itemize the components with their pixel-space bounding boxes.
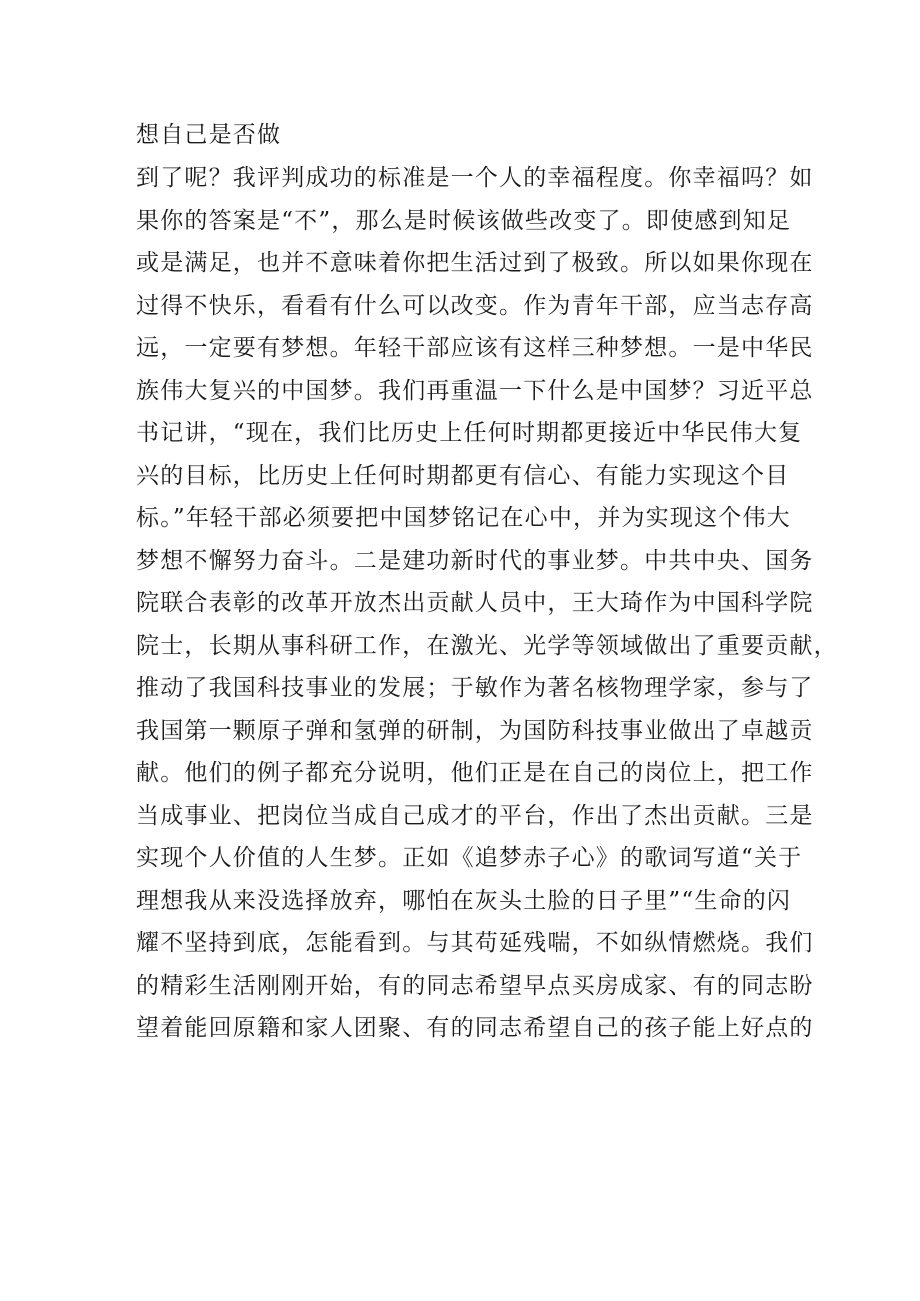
text-line: 理想我从来没选择放弃，哪怕在灰头土脸的日子里”“生命的闪 — [136, 887, 792, 914]
text-line: 到了呢？我评判成功的标准是一个人的幸福程度。你幸福吗？如 — [136, 165, 814, 191]
text-line: 梦想不懈努力奋斗。二是建功新时代的事业梦。中共中央、国务 — [136, 547, 814, 574]
text-line: 耀不坚持到底，怎能看到。与其苟延残喘，不如纵情燃烧。我们 — [136, 930, 814, 956]
text-line: 我国第一颗原子弹和氢弹的研制，为国防科技事业做出了卓越贡 — [136, 717, 814, 744]
text-line: 实现个人价值的人生梦。正如《追梦赤子心》的歌词写道“关于 — [136, 845, 803, 871]
text-line: 院士，长期从事科研工作，在激光、光学等领域做出了重要贡献， — [136, 632, 838, 659]
text-line: 院联合表彰的改革开放杰出贡献人员中，王大琦作为中国科学院 — [136, 590, 814, 616]
text-line: 或是满足，也并不意味着你把生活过到了极致。所以如果你现在 — [136, 250, 814, 276]
text-line: 远，一定要有梦想。年轻干部应该有这样三种梦想。一是中华民 — [136, 335, 814, 361]
text-line: 当成事业、把岗位当成自己成才的平台，作出了杰出贡献。三是 — [136, 802, 814, 829]
text-line: 书记讲，“现在，我们比历史上任何时期都更接近中华民伟大复 — [136, 420, 803, 446]
text-line: 兴的目标，比历史上任何时期都更有信心、有能力实现这个目 — [136, 462, 790, 489]
text-line: 献。他们的例子都充分说明，他们正是在自己的岗位上，把工作 — [136, 760, 814, 786]
body-text — [136, 113, 838, 1050]
text-line: 推动了我国科技事业的发展；于敏作为著名核物理学家，参与了 — [136, 675, 814, 701]
text-line: 族伟大复兴的中国梦。我们再重温一下什么是中国梦？习近平总 — [136, 377, 814, 404]
text-line: 的精彩生活刚刚开始，有的同志希望早点买房成家、有的同志盼 — [136, 972, 814, 999]
text-line: 想自己是否做 — [136, 122, 282, 148]
text-line: 果你的答案是“不”，那么是时候该做些改变了。即使感到知足 — [136, 207, 792, 234]
text-line: 标。”年轻干部必须要把中国梦铭记在心中，并为实现这个伟大 — [136, 505, 791, 531]
text-line: 过得不快乐，看看有什么可以改变。作为青年干部，应当志存高 — [136, 292, 814, 319]
text-line: 望着能回原籍和家人团聚、有的同志希望自己的孩子能上好点的 — [136, 1015, 814, 1041]
